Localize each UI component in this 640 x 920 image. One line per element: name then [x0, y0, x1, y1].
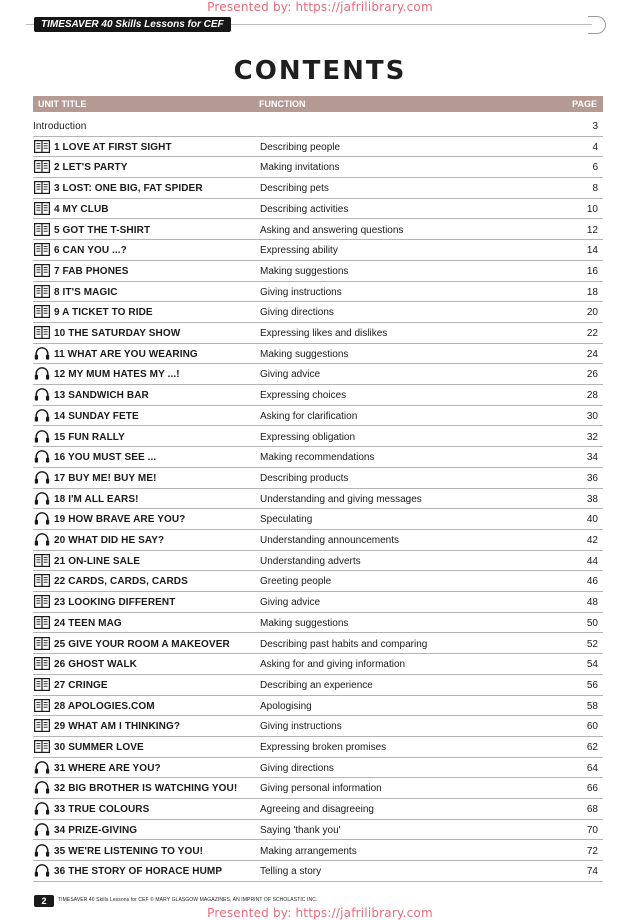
table-row: [33, 861, 603, 882]
table-row: [33, 385, 603, 406]
unit-function: Understanding announcements: [260, 535, 399, 546]
table-row: [33, 716, 603, 737]
page-number: 32: [586, 431, 598, 443]
table-row: [33, 344, 603, 365]
unit-title: 19 HOW BRAVE ARE YOU?: [54, 514, 186, 526]
unit-title: 14 SUNDAY FETE: [54, 410, 139, 422]
column-header-page: PAGE: [572, 99, 597, 109]
unit-title: 6 CAN YOU ...?: [54, 245, 127, 257]
unit-function: Expressing obligation: [260, 431, 356, 443]
unit-title: 1 LOVE AT FIRST SIGHT: [54, 141, 172, 153]
unit-function: Asking for clarification: [260, 410, 358, 422]
headphones-icon: [34, 533, 50, 546]
unit-title: 13 SANDWICH BAR: [54, 390, 149, 402]
page-number: 12: [586, 224, 598, 236]
unit-function: Describing pets: [260, 183, 329, 195]
unit-title: 34 PRIZE-GIVING: [54, 824, 138, 836]
headphones-icon: [34, 844, 50, 857]
unit-function: Giving advice: [260, 597, 321, 609]
unit-function: Greeting people: [260, 576, 332, 588]
page-number: 58: [586, 700, 598, 712]
page-number: 4: [592, 141, 598, 153]
unit-function: Describing activities: [260, 203, 349, 215]
unit-title: 26 GHOST WALK: [54, 659, 137, 671]
page-number: 38: [586, 493, 598, 505]
table-row: [33, 820, 603, 841]
unit-function: Giving personal information: [260, 783, 382, 795]
page-number: 42: [586, 535, 598, 546]
book-icon: [34, 740, 50, 753]
book-icon: [34, 657, 50, 670]
table-row: [33, 696, 603, 717]
page-number: 60: [586, 721, 598, 733]
page-number: 18: [586, 286, 598, 298]
unit-title: 36 THE STORY OF HORACE HUMP: [54, 866, 223, 878]
page-number: 72: [586, 845, 598, 857]
table-row: [33, 199, 603, 220]
unit-function: Apologising: [260, 700, 312, 712]
unit-function: Giving instructions: [260, 286, 342, 298]
table-row: [33, 116, 603, 137]
table-row: [33, 447, 603, 468]
book-icon: [34, 160, 50, 173]
page-number: 62: [586, 742, 598, 753]
unit-title: 9 A TICKET TO RIDE: [54, 307, 153, 319]
watermark-bottom: Presented by: https://jafrilibrary.com: [207, 906, 433, 920]
unit-function: Speculating: [260, 514, 313, 526]
table-row: [33, 737, 603, 758]
table-row: [33, 178, 603, 199]
unit-function: Expressing choices: [260, 390, 347, 402]
unit-function: Making invitations: [260, 162, 340, 174]
page-number: 14: [586, 245, 598, 257]
page-number: 48: [586, 597, 598, 609]
table-row: [33, 427, 603, 448]
headphones-icon: [34, 823, 50, 836]
unit-function: Making recommendations: [260, 452, 375, 464]
page-number: 68: [586, 804, 598, 816]
table-row: [33, 302, 603, 323]
page-title: CONTENTS: [233, 56, 407, 86]
unit-title: 30 SUMMER LOVE: [54, 742, 144, 753]
table-row: [33, 530, 603, 551]
page-number: 16: [586, 265, 598, 277]
table-row: [33, 675, 603, 696]
unit-title: 31 WHERE ARE YOU?: [54, 762, 161, 774]
unit-title: 33 TRUE COLOURS: [54, 804, 150, 816]
table-row: [33, 571, 603, 592]
page-number: 46: [586, 576, 598, 588]
unit-function: Understanding adverts: [260, 555, 361, 567]
page-number: 30: [586, 410, 598, 422]
table-row: [33, 634, 603, 655]
table-row: [33, 240, 603, 261]
table-row: [33, 778, 603, 799]
unit-function: Asking for and giving information: [260, 659, 406, 671]
page-number: 52: [586, 638, 598, 650]
headphones-icon: [34, 409, 50, 422]
unit-function: Expressing broken promises: [260, 742, 387, 753]
book-icon: [34, 595, 50, 608]
unit-function: Telling a story: [260, 866, 322, 878]
table-row: [33, 654, 603, 675]
book-icon: [34, 699, 50, 712]
column-header-function: FUNCTION: [259, 99, 306, 109]
page-number: 24: [586, 348, 598, 360]
page-number: 56: [586, 679, 598, 691]
watermark-top: Presented by: https://jafrilibrary.com: [207, 0, 433, 14]
headphones-icon: [34, 864, 50, 877]
book-icon: [34, 223, 50, 236]
table-row: [33, 799, 603, 820]
unit-title: 11 WHAT ARE YOU WEARING: [54, 348, 198, 360]
unit-title: 25 GIVE YOUR ROOM A MAKEOVER: [54, 638, 230, 650]
header-tag: TIMESAVER 40 Skills Lessons for CEF: [34, 17, 231, 32]
book-icon: [34, 616, 50, 629]
unit-title: 35 WE'RE LISTENING TO YOU!: [54, 845, 204, 857]
page-number: 20: [586, 307, 598, 319]
unit-title: 22 CARDS, CARDS, CARDS: [54, 576, 188, 588]
page-number: 28: [586, 390, 598, 402]
table-row: [33, 468, 603, 489]
page-number: 64: [586, 762, 598, 774]
unit-title: 20 WHAT DID HE SAY?: [54, 535, 165, 546]
unit-title: 3 LOST: ONE BIG, FAT SPIDER: [54, 183, 203, 195]
unit-title: 18 I'M ALL EARS!: [54, 493, 139, 505]
unit-title: 17 BUY ME! BUY ME!: [54, 472, 157, 484]
book-icon: [34, 574, 50, 587]
running-header: [26, 15, 606, 37]
unit-function: Understanding and giving messages: [260, 493, 422, 505]
book-icon: [34, 554, 50, 567]
page-number: 3: [592, 121, 598, 132]
page-number: 44: [586, 555, 598, 567]
unit-title: 16 YOU MUST SEE ...: [54, 452, 157, 464]
unit-function: Giving instructions: [260, 721, 342, 733]
header-end-cap: [588, 16, 606, 34]
unit-title: 2 LET'S PARTY: [54, 162, 128, 174]
unit-function: Describing people: [260, 141, 341, 153]
headphones-icon: [34, 388, 50, 401]
page-number: 66: [586, 783, 598, 795]
table-row: [33, 323, 603, 344]
book-icon: [34, 285, 50, 298]
table-row: [33, 841, 603, 862]
unit-title: 8 IT'S MAGIC: [54, 286, 118, 298]
book-icon: [34, 202, 50, 215]
unit-title: 10 THE SATURDAY SHOW: [54, 328, 181, 339]
table-row: [33, 489, 603, 510]
unit-title: 5 GOT THE T-SHIRT: [54, 224, 151, 236]
page-number: 10: [586, 203, 598, 215]
unit-function: Describing products: [260, 472, 349, 484]
table-row: [33, 613, 603, 634]
table-header: [33, 96, 603, 112]
unit-function: Asking and answering questions: [260, 224, 404, 236]
book-icon: [34, 637, 50, 650]
unit-title: 27 CRINGE: [54, 679, 108, 691]
book-icon: [34, 719, 50, 732]
unit-function: Giving directions: [260, 307, 334, 319]
unit-title: 21 ON-LINE SALE: [54, 555, 140, 567]
unit-title: 4 MY CLUB: [54, 203, 109, 215]
headphones-icon: [34, 471, 50, 484]
page-number: 74: [586, 866, 598, 878]
page-number: 22: [586, 328, 598, 339]
page-number: 70: [586, 824, 598, 836]
page-number: 6: [592, 162, 598, 174]
headphones-icon: [34, 512, 50, 525]
unit-title: Introduction: [33, 121, 87, 132]
unit-function: Expressing ability: [260, 245, 338, 257]
headphones-icon: [34, 430, 50, 443]
book-icon: [34, 181, 50, 194]
unit-function: Describing past habits and comparing: [260, 638, 428, 650]
page-number: 8: [592, 183, 598, 195]
headphones-icon: [34, 802, 50, 815]
headphones-icon: [34, 367, 50, 380]
column-header-unit: UNIT TITLE: [38, 99, 87, 109]
headphones-icon: [34, 492, 50, 505]
headphones-icon: [34, 450, 50, 463]
unit-function: Saying 'thank you': [260, 824, 341, 836]
book-icon: [34, 678, 50, 691]
headphones-icon: [34, 761, 50, 774]
table-row: [33, 364, 603, 385]
page-number: 50: [586, 617, 598, 629]
footer-text: TIMESAVER 40 Skills Lessons for CEF © MARY GLASGOW MAGAZINES, AN IMPRINT OF SCHOLASTIC INC.: [58, 897, 318, 903]
table-row: [33, 509, 603, 530]
unit-function: Making suggestions: [260, 617, 349, 629]
unit-title: 7 FAB PHONES: [54, 265, 129, 277]
headphones-icon: [34, 347, 50, 360]
book-icon: [34, 326, 50, 339]
table-row: [33, 406, 603, 427]
page-number: 40: [586, 514, 598, 526]
unit-function: Making suggestions: [260, 348, 349, 360]
table-row: [33, 157, 603, 178]
book-icon: [34, 305, 50, 318]
table-row: [33, 220, 603, 241]
table-row: [33, 282, 603, 303]
footer-page-number: 2: [34, 895, 54, 907]
table-row: [33, 137, 603, 158]
table-row: [33, 261, 603, 282]
unit-function: Describing an experience: [260, 679, 373, 691]
page-number: 54: [586, 659, 598, 671]
unit-title: 28 APOLOGIES.COM: [54, 700, 155, 712]
unit-function: Expressing likes and dislikes: [260, 328, 388, 339]
unit-function: Giving advice: [260, 369, 321, 381]
book-icon: [34, 140, 50, 153]
book-icon: [34, 264, 50, 277]
table-row: [33, 758, 603, 779]
unit-title: 29 WHAT AM I THINKING?: [54, 721, 181, 733]
unit-function: Making arrangements: [260, 845, 357, 857]
unit-function: Making suggestions: [260, 265, 349, 277]
unit-function: Giving directions: [260, 762, 334, 774]
page-number: 36: [586, 472, 598, 484]
table-row: [33, 592, 603, 613]
unit-function: Agreeing and disagreeing: [260, 804, 374, 816]
unit-title: 32 BIG BROTHER IS WATCHING YOU!: [54, 783, 238, 795]
unit-title: 23 LOOKING DIFFERENT: [54, 597, 176, 609]
book-icon: [34, 243, 50, 256]
page-number: 26: [586, 369, 598, 381]
unit-title: 15 FUN RALLY: [54, 431, 125, 443]
page-number: 34: [586, 452, 598, 464]
table-row: [33, 551, 603, 572]
headphones-icon: [34, 781, 50, 794]
unit-title: 12 MY MUM HATES MY ...!: [54, 369, 180, 381]
unit-title: 24 TEEN MAG: [54, 617, 122, 629]
